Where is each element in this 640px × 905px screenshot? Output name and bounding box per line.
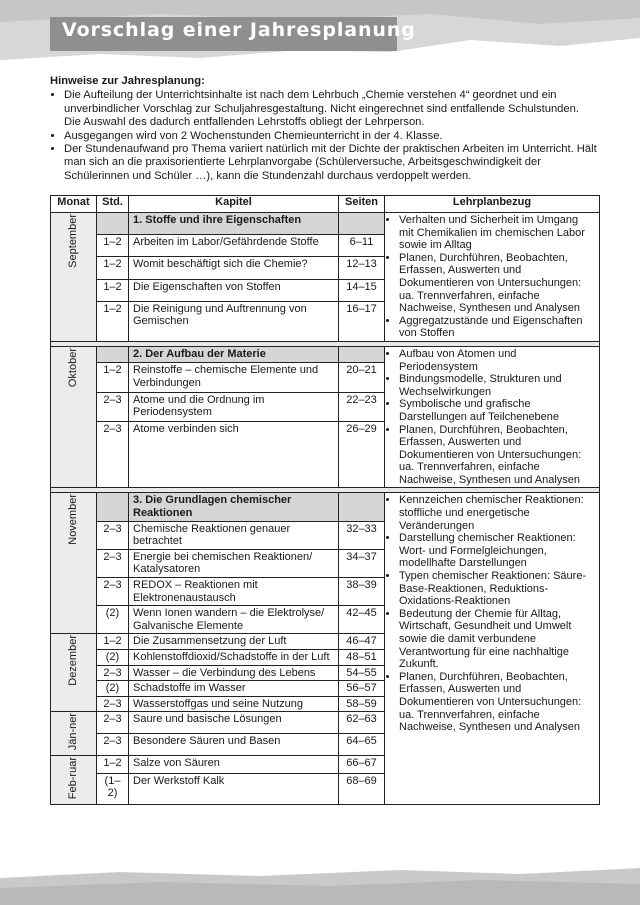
seiten-cell: 34–37 — [339, 549, 385, 577]
lehrplan-item: • Typen chemischer Reaktionen: Säure-Base-Reaktionen, Reduktions-Oxidations-Reaktionen — [399, 570, 595, 608]
std-cell: 1–2 — [97, 634, 129, 650]
kapitel-cell: Atome und die Ordnung im Periodensystem — [129, 392, 339, 422]
std-cell: 1–2 — [97, 257, 129, 279]
seiten-cell: 32–33 — [339, 521, 385, 549]
lehrplan-item: • Aufbau von Atomen und Periodensystem — [399, 348, 595, 373]
seiten-cell: 42–45 — [339, 606, 385, 634]
page-title: Vorschlag einer Jahresplanung — [62, 19, 416, 41]
kapitel-cell: Saure und basische Lösungen — [129, 712, 339, 734]
std-cell: 2–3 — [97, 734, 129, 756]
seiten-cell: 66–67 — [339, 756, 385, 773]
seiten-cell: 20–21 — [339, 363, 385, 393]
kapitel-cell: REDOX – Reaktionen mit Elektronenaustausch — [129, 578, 339, 606]
lehrplan-item: • Planen, Durchführen, Beobachten, Erfassen, Auswerten und Dokumentieren von Untersuchungen: ua. Trennverfahren, einfache Nachweise, Synthesen und Analysen — [399, 424, 595, 487]
std-cell: 2–3 — [97, 392, 129, 422]
hint-item: • Die Aufteilung der Unterrichtsinhalte ist nach dem Lehrbuch „Chemie verstehen 4“ geordnet und ein unverbindlicher Vorschlag zur Schuljahresgestaltung. Nicht eingerechnet sind entfallende Schulstunden. Die Auswahl des dadurch entfallenden Lehrstoffs obliegt der Lehrperson. — [64, 89, 598, 129]
seiten-cell: 48–51 — [339, 650, 385, 666]
month-label: September — [66, 214, 79, 268]
hints-list — [50, 89, 598, 183]
seiten-cell: 22–23 — [339, 392, 385, 422]
std-cell: 2–3 — [97, 578, 129, 606]
kapitel-cell: Schadstoffe im Wasser — [129, 681, 339, 697]
lehrplan-item: • Planen, Durchführen, Beobachten, Erfassen, Auswerten und Dokumentieren von Untersuchungen: ua. Trennverfahren, einfache Nachweise, Synthesen und Analysen — [399, 671, 595, 734]
hint-item: • Ausgegangen wird von 2 Wochenstunden Chemieunterricht in der 4. Klasse. — [64, 130, 598, 143]
month-label: Feb-ruar — [66, 757, 79, 800]
header-lehrplanbezug: Lehrplanbezug — [385, 196, 600, 213]
seiten-cell: 6–11 — [339, 235, 385, 257]
section-title: 2. Der Aufbau der Materie — [129, 346, 339, 362]
std-cell: (2) — [97, 681, 129, 697]
table-header-row — [51, 196, 600, 213]
std-cell: 1–2 — [97, 279, 129, 301]
lehrplan-item: • Symbolische und grafische Darstellungen auf Teilchenebene — [399, 398, 595, 423]
std-cell: 2–3 — [97, 422, 129, 488]
footer-background — [0, 868, 640, 905]
kapitel-cell: Salze von Säuren — [129, 756, 339, 773]
lehrplan-cell — [385, 213, 600, 342]
section-row — [51, 346, 600, 362]
std-cell: 1–2 — [97, 301, 129, 341]
month-label: November — [66, 494, 79, 546]
kapitel-cell: Chemische Reaktionen genauer betrachtet — [129, 521, 339, 549]
lehrplan-cell — [385, 346, 600, 488]
kapitel-cell: Energie bei chemischen Reaktionen/ Katalysatoren — [129, 549, 339, 577]
hints-block — [50, 75, 598, 183]
std-cell: 1–2 — [97, 756, 129, 773]
month-cell — [51, 756, 97, 805]
seiten-cell: 64–65 — [339, 734, 385, 756]
month-cell — [51, 493, 97, 634]
seiten-cell: 16–17 — [339, 301, 385, 341]
kapitel-cell: Die Eigenschaften von Stoffen — [129, 279, 339, 301]
month-label: Dezember — [66, 635, 79, 687]
kapitel-cell: Kohlenstoffdioxid/Schadstoffe in der Luft — [129, 650, 339, 666]
std-cell: (1–2) — [97, 773, 129, 804]
std-cell: 2–3 — [97, 549, 129, 577]
lehrplan-item: • Bedeutung der Chemie für Alltag, Wirtschaft, Gesundheit und Umwelt sowie die damit verbundene Verantwortung für eine nachhaltige Zukunft. — [399, 608, 595, 671]
month-cell — [51, 634, 97, 712]
lehrplan-item: • Aggregatzustände und Eigenschaften von Stoffen — [399, 315, 595, 340]
section-title: 1. Stoffe und ihre Eigenschaften — [129, 213, 339, 235]
kapitel-cell: Womit beschäftigt sich die Chemie? — [129, 257, 339, 279]
plan-table — [50, 195, 600, 805]
kapitel-cell: Atome verbinden sich — [129, 422, 339, 488]
std-cell: 1–2 — [97, 363, 129, 393]
header-std: Std. — [97, 196, 129, 213]
lehrplan-item: • Kennzeichen chemischer Reaktionen: stoffliche und energetische Veränderungen — [399, 494, 595, 532]
kapitel-cell: Wenn Ionen wandern – die Elektrolyse/ Galvanische Elemente — [129, 606, 339, 634]
std-cell: (2) — [97, 606, 129, 634]
std-cell: 1–2 — [97, 235, 129, 257]
kapitel-cell: Arbeiten im Labor/Gefährdende Stoffe — [129, 235, 339, 257]
seiten-cell: 62–63 — [339, 712, 385, 734]
lehrplan-cell — [385, 493, 600, 805]
section-row — [51, 213, 600, 235]
month-label: Oktober — [66, 347, 79, 388]
lehrplan-item: • Darstellung chemischer Reaktionen: Wort- und Formelgleichungen, modellhafte Darstellungen — [399, 532, 595, 570]
seiten-cell: 38–39 — [339, 578, 385, 606]
lehrplan-item: • Bindungsmodelle, Strukturen und Wechselwirkungen — [399, 373, 595, 398]
std-cell: 2–3 — [97, 521, 129, 549]
seiten-cell: 68–69 — [339, 773, 385, 804]
hint-item: • Der Stundenaufwand pro Thema variiert natürlich mit der Dichte der praktischen Arbeiten im Unterricht. Hält man sich an die praxisorientierte Lehrplanvorgabe (Schülerversuche, Arbeitsgeschwindigkeit der Schülerinnen und Schüler …), kann die Stundenzahl durchaus verdoppelt werden. — [64, 143, 598, 183]
std-cell: 2–3 — [97, 712, 129, 734]
kapitel-cell: Wasser – die Verbindung des Lebens — [129, 665, 339, 681]
header-kapitel: Kapitel — [129, 196, 339, 213]
seiten-cell: 56–57 — [339, 681, 385, 697]
section-row — [51, 493, 600, 521]
seiten-cell: 26–29 — [339, 422, 385, 488]
std-cell: 2–3 — [97, 696, 129, 712]
month-cell — [51, 712, 97, 756]
header-monat: Monat — [51, 196, 97, 213]
seiten-cell: 12–13 — [339, 257, 385, 279]
month-cell — [51, 213, 97, 342]
kapitel-cell: Die Zusammensetzung der Luft — [129, 634, 339, 650]
lehrplan-item: • Verhalten und Sicherheit im Umgang mit Chemikalien im chemischen Labor sowie im Alltag — [399, 214, 595, 252]
std-cell: (2) — [97, 650, 129, 666]
seiten-cell: 14–15 — [339, 279, 385, 301]
month-cell — [51, 346, 97, 488]
seiten-cell: 58–59 — [339, 696, 385, 712]
lehrplan-item: • Planen, Durchführen, Beobachten, Erfassen, Auswerten und Dokumentieren von Untersuchungen: ua. Trennverfahren, einfache Nachweise, Synthesen und Analysen — [399, 252, 595, 315]
kapitel-cell: Der Werkstoff Kalk — [129, 773, 339, 804]
seiten-cell: 54–55 — [339, 665, 385, 681]
kapitel-cell: Die Reinigung und Auftrennung von Gemischen — [129, 301, 339, 341]
header-seiten: Seiten — [339, 196, 385, 213]
seiten-cell: 46–47 — [339, 634, 385, 650]
kapitel-cell: Wasserstoffgas und seine Nutzung — [129, 696, 339, 712]
section-title: 3. Die Grundlagen chemischer Reaktionen — [129, 493, 339, 521]
month-label: Jän-ner — [66, 713, 79, 751]
kapitel-cell: Besondere Säuren und Basen — [129, 734, 339, 756]
hints-heading: Hinweise zur Jahresplanung: — [50, 75, 205, 87]
kapitel-cell: Reinstoffe – chemische Elemente und Verbindungen — [129, 363, 339, 393]
std-cell: 2–3 — [97, 665, 129, 681]
